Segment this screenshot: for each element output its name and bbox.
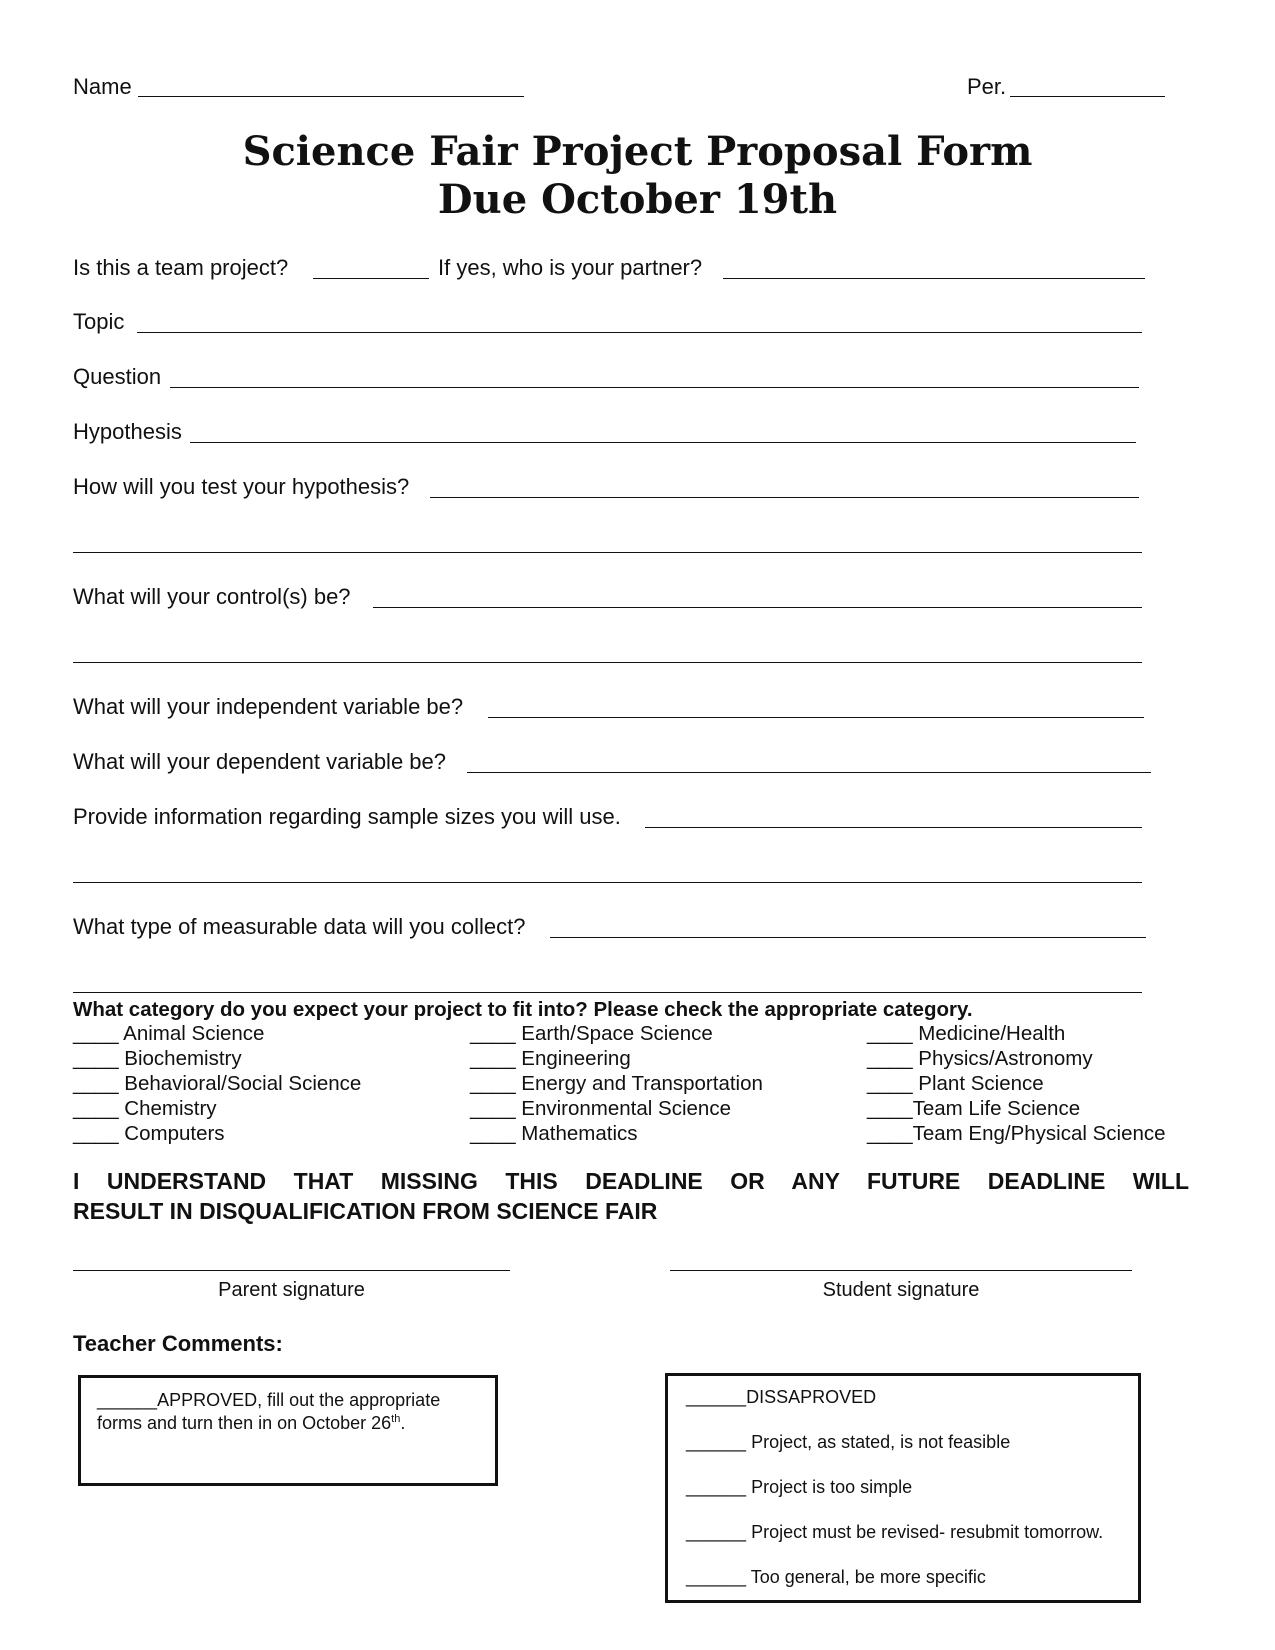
- must-revise-option[interactable]: ______ Project must be revised- resubmit tomorrow.: [686, 1522, 1104, 1542]
- category-earth-space-science[interactable]: ____ Earth/Space Science: [470, 1022, 713, 1045]
- approved-instructions: [97, 1413, 405, 1434]
- hypothesis-field[interactable]: [190, 442, 1136, 443]
- too-simple-option[interactable]: ______ Project is too simple: [686, 1477, 913, 1497]
- topic-label: Topic: [73, 309, 125, 334]
- approved-box: [78, 1375, 498, 1486]
- dependent-variable-field[interactable]: [467, 772, 1151, 773]
- controls-label: What will your control(s) be?: [73, 584, 351, 609]
- category-chemistry[interactable]: ____ Chemistry: [73, 1097, 217, 1120]
- measurable-data-field[interactable]: [550, 937, 1146, 938]
- partner-field[interactable]: [723, 278, 1145, 279]
- category-team-eng-physical-science[interactable]: ____Team Eng/Physical Science: [867, 1122, 1166, 1145]
- partner-label: If yes, who is your partner?: [438, 255, 703, 280]
- category-engineering[interactable]: ____ Engineering: [470, 1047, 631, 1070]
- period-field[interactable]: [1010, 96, 1165, 97]
- approved-instructions-period: .: [400, 1413, 406, 1433]
- approved-date-suffix: th: [391, 1413, 401, 1425]
- test-hypothesis-field-2[interactable]: [73, 552, 1142, 553]
- student-signature-field[interactable]: [670, 1270, 1132, 1271]
- independent-variable-field[interactable]: [488, 717, 1144, 718]
- team-project-field[interactable]: [313, 278, 429, 279]
- measurable-data-field-2[interactable]: [73, 992, 1142, 993]
- disapproved-option[interactable]: ______DISSAPROVED: [686, 1387, 877, 1407]
- category-energy-transportation[interactable]: ____ Energy and Transportation: [470, 1072, 763, 1095]
- question-field[interactable]: [170, 387, 1139, 388]
- teacher-comments-heading: Teacher Comments:: [73, 1331, 283, 1356]
- sample-sizes-field[interactable]: [645, 827, 1142, 828]
- not-feasible-option[interactable]: ______ Project, as stated, is not feasible: [686, 1432, 1011, 1452]
- too-general-option[interactable]: ______ Too general, be more specific: [686, 1567, 986, 1587]
- independent-variable-label: What will your independent variable be?: [73, 694, 464, 719]
- category-physics-astronomy[interactable]: ____ Physics/Astronomy: [867, 1047, 1093, 1070]
- category-biochemistry[interactable]: ____ Biochemistry: [73, 1047, 242, 1070]
- page-title: Science Fair Project Proposal Form: [242, 128, 1033, 175]
- dependent-variable-label: What will your dependent variable be?: [73, 749, 447, 774]
- period-label: Per.: [967, 74, 1007, 99]
- question-label: Question: [73, 364, 162, 389]
- test-hypothesis-label: How will you test your hypothesis?: [73, 474, 410, 499]
- category-plant-science[interactable]: ____ Plant Science: [867, 1072, 1044, 1095]
- team-project-label: Is this a team project?: [73, 255, 289, 280]
- sample-sizes-label: Provide information regarding sample sizes you will use.: [73, 804, 621, 829]
- category-environmental-science[interactable]: ____ Environmental Science: [470, 1097, 731, 1120]
- approved-instructions-text: forms and turn then in on October 26: [97, 1413, 392, 1433]
- topic-field[interactable]: [137, 332, 1142, 333]
- sample-sizes-field-2[interactable]: [73, 882, 1142, 883]
- category-computers[interactable]: ____ Computers: [73, 1122, 225, 1145]
- approved-option[interactable]: ______APPROVED, fill out the appropriate: [97, 1390, 441, 1410]
- controls-field-2[interactable]: [73, 662, 1142, 663]
- category-team-life-science[interactable]: ____Team Life Science: [867, 1097, 1081, 1120]
- controls-field[interactable]: [373, 607, 1142, 608]
- deadline-statement-line2: RESULT IN DISQUALIFICATION FROM SCIENCE FAIR: [73, 1198, 658, 1224]
- category-mathematics[interactable]: ____ Mathematics: [470, 1122, 638, 1145]
- category-medicine-health[interactable]: ____ Medicine/Health: [867, 1022, 1066, 1045]
- category-heading: What category do you expect your project to fit into? Please check the appropriate category.: [73, 998, 973, 1021]
- disapproved-box: [665, 1373, 1141, 1603]
- hypothesis-label: Hypothesis: [73, 419, 182, 444]
- deadline-statement-line1: I UNDERSTAND THAT MISSING THIS DEADLINE OR ANY FUTURE DEADLINE WILL: [73, 1168, 1189, 1194]
- name-label: Name: [73, 74, 132, 99]
- due-date-title: Due October 19th: [437, 176, 838, 223]
- category-behavioral-social-science[interactable]: ____ Behavioral/Social Science: [73, 1072, 362, 1095]
- category-animal-science[interactable]: ____ Animal Science: [73, 1022, 265, 1045]
- name-field[interactable]: [138, 96, 524, 97]
- parent-signature-label: Parent signature: [218, 1279, 365, 1301]
- parent-signature-field[interactable]: [73, 1270, 510, 1271]
- test-hypothesis-field[interactable]: [430, 497, 1139, 498]
- student-signature-label: Student signature: [822, 1279, 980, 1301]
- measurable-data-label: What type of measurable data will you collect?: [73, 914, 526, 939]
